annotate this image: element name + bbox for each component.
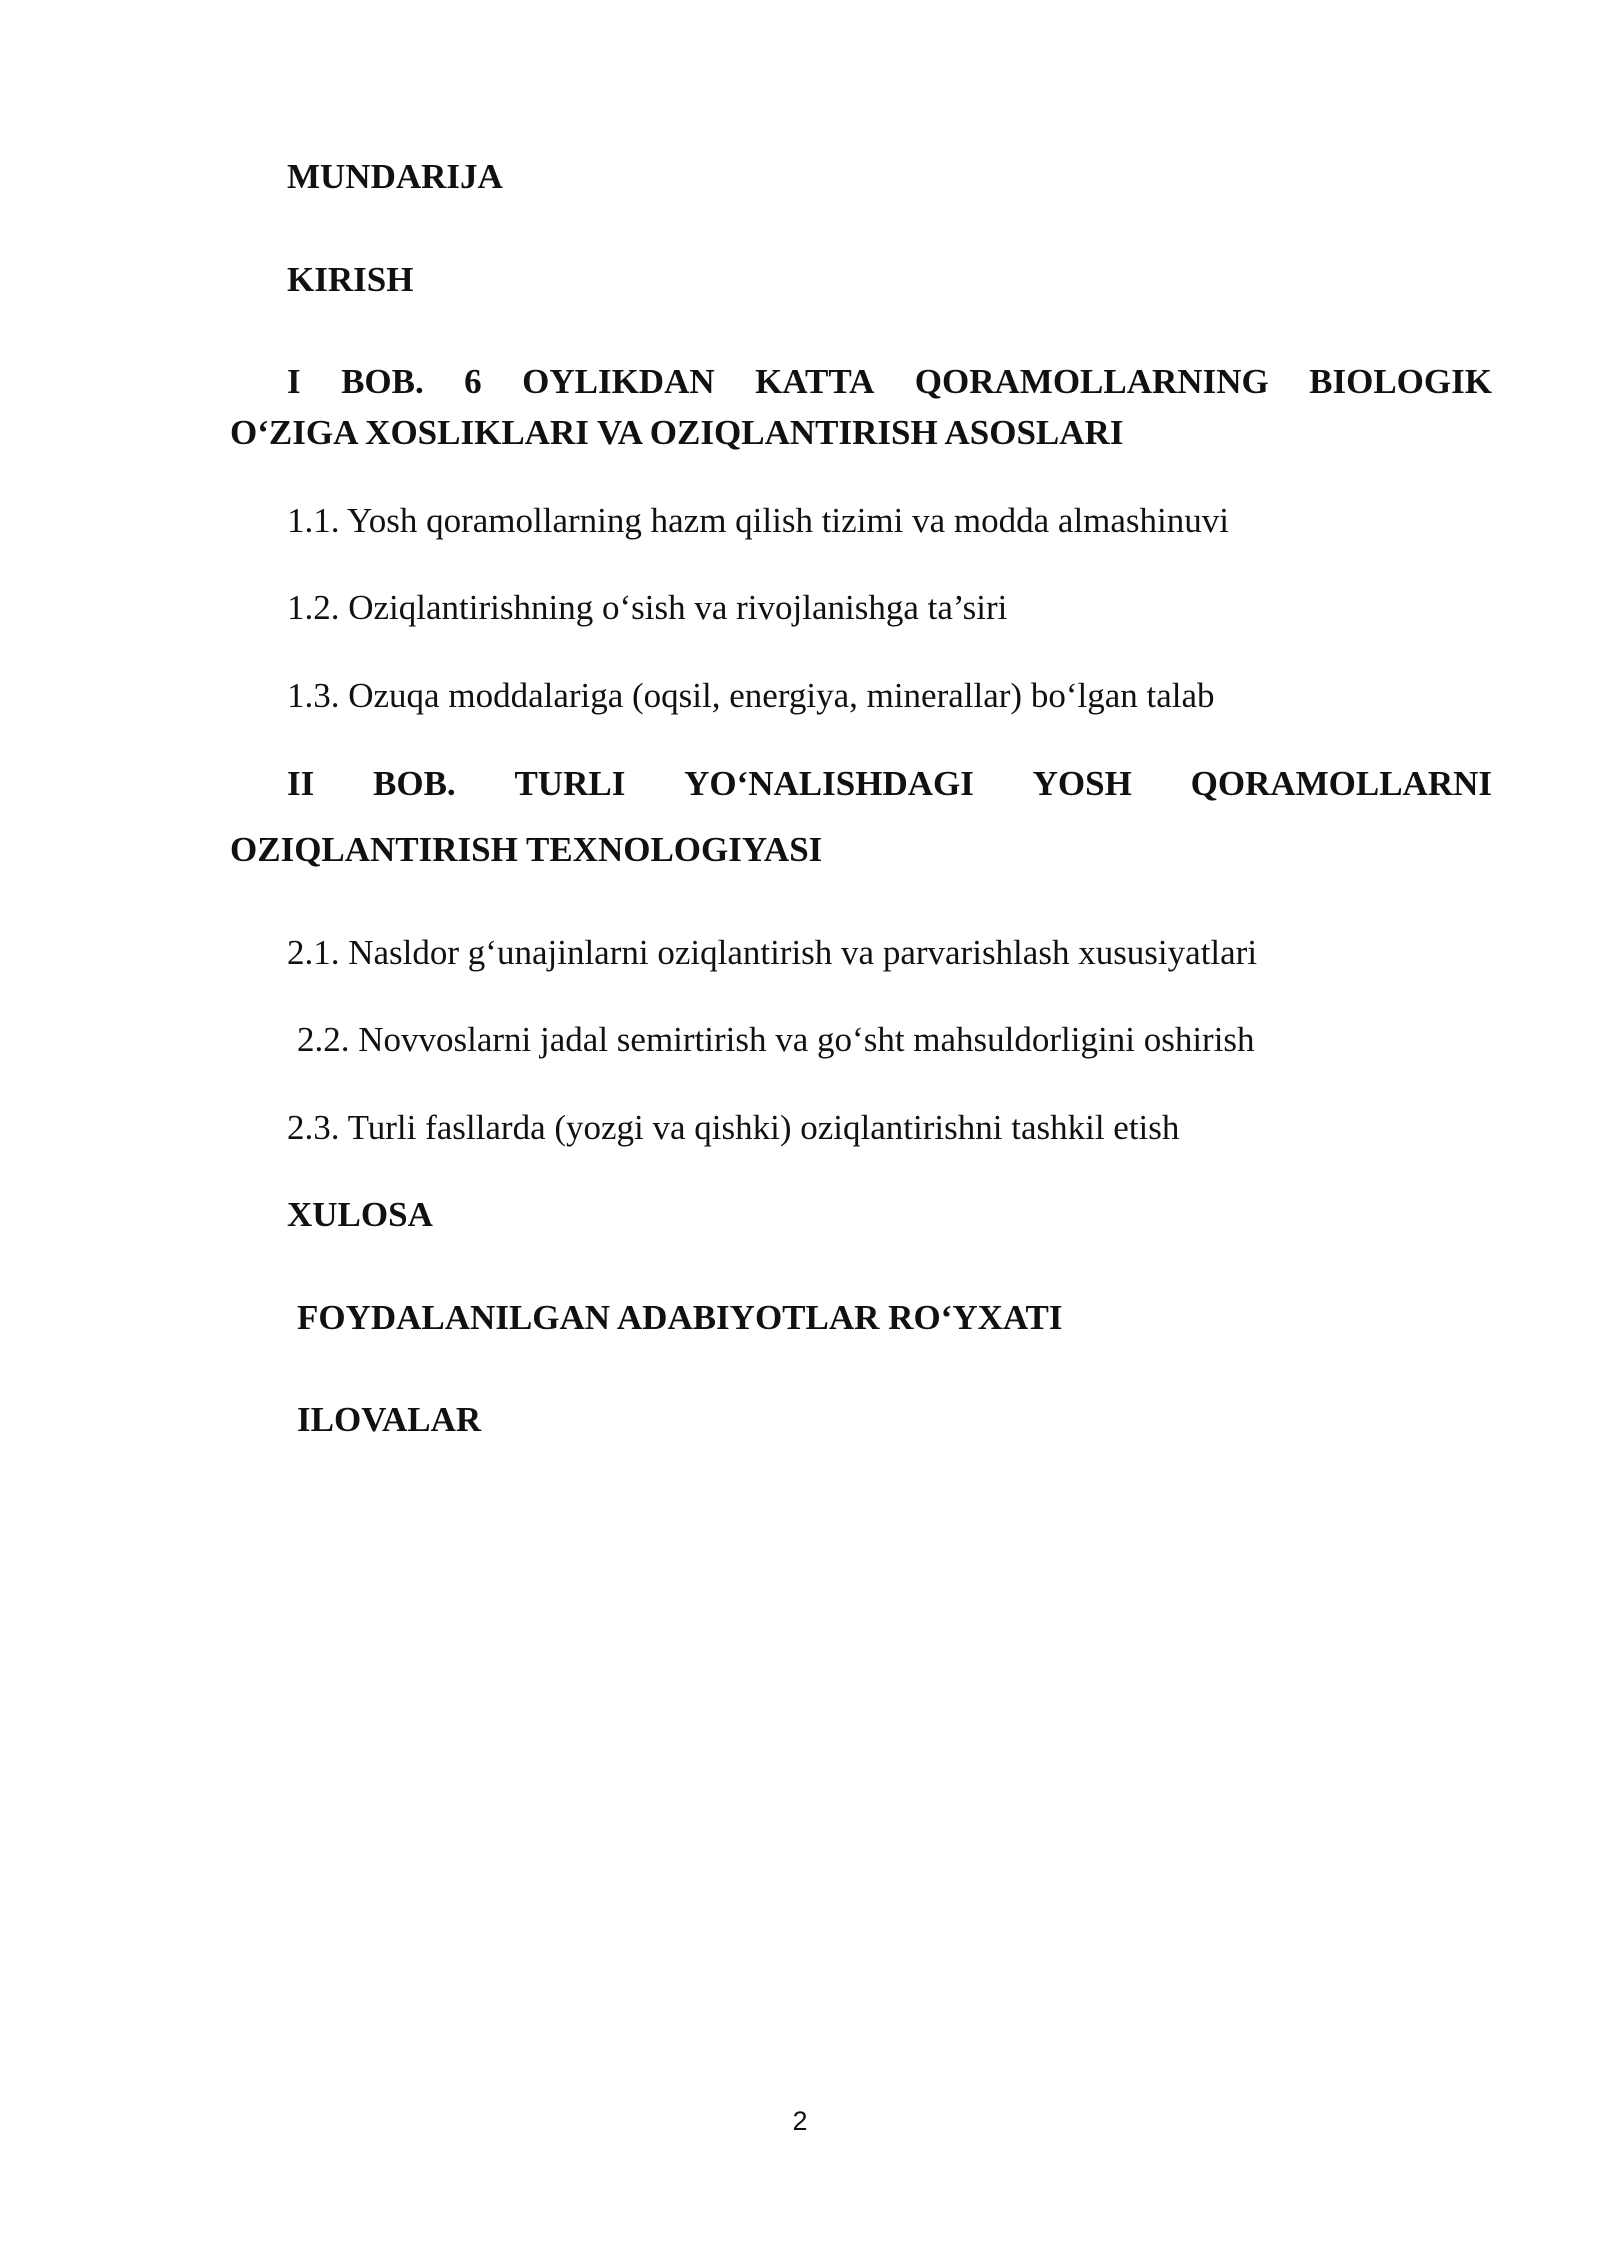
- toc-chapter2-title-line2: OZIQLANTIRISH TEXNOLOGIYASI: [230, 830, 823, 869]
- toc-item-2-2: 2.2. Novvoslarni jadal semirtirish va go‘sht mahsuldorligini oshirish: [297, 1020, 1255, 1059]
- toc-heading: MUNDARIJA: [287, 157, 503, 196]
- toc-item-1-3: 1.3. Ozuqa moddalariga (oqsil, energiya, minerallar) bo‘lgan talab: [287, 676, 1215, 715]
- toc-chapter1-title-line1: [287, 364, 1492, 399]
- chapter2-word: TURLI: [514, 764, 626, 803]
- chapter1-word: I: [287, 362, 301, 401]
- chapter1-word: BOB.: [341, 362, 424, 401]
- chapter2-word: YOSH: [1032, 764, 1132, 803]
- chapter2-word: QORAMOLLARNI: [1190, 764, 1492, 803]
- chapter2-word: II: [287, 764, 315, 803]
- chapter2-word: BOB.: [373, 764, 456, 803]
- toc-item-2-1: 2.1. Nasldor g‘unajinlarni oziqlantirish va parvarishlash xususiyatlari: [287, 933, 1258, 972]
- toc-entry-appendices: ILOVALAR: [297, 1400, 482, 1439]
- chapter1-word: BIOLOGIK: [1309, 362, 1492, 401]
- toc-item-1-2: 1.2. Oziqlantirishning o‘sish va rivojlanishga ta’siri: [287, 588, 1008, 627]
- toc-item-1-1: 1.1. Yosh qoramollarning hazm qilish tizimi va modda almashinuvi: [287, 501, 1229, 540]
- page-number: 2: [792, 2106, 808, 2136]
- chapter1-word: 6: [464, 362, 482, 401]
- chapter2-word: YO‘NALISHDAGI: [684, 764, 974, 803]
- toc-item-2-3: 2.3. Turli fasllarda (yozgi va qishki) oziqlantirishni tashkil etish: [287, 1108, 1180, 1147]
- toc-entry-references: FOYDALANILGAN ADABIYOTLAR RO‘YXATI: [297, 1298, 1063, 1337]
- toc-chapter2-title-line1: [287, 766, 1492, 801]
- chapter1-word: OYLIKDAN: [522, 362, 715, 401]
- toc-entry-conclusion: XULOSA: [287, 1195, 433, 1234]
- toc-chapter1-title-line2: O‘ZIGA XOSLIKLARI VA OZIQLANTIRISH ASOSLARI: [230, 413, 1124, 452]
- toc-entry-intro: KIRISH: [287, 260, 414, 299]
- chapter1-word: QORAMOLLARNING: [914, 362, 1269, 401]
- chapter1-word: KATTA: [755, 362, 875, 401]
